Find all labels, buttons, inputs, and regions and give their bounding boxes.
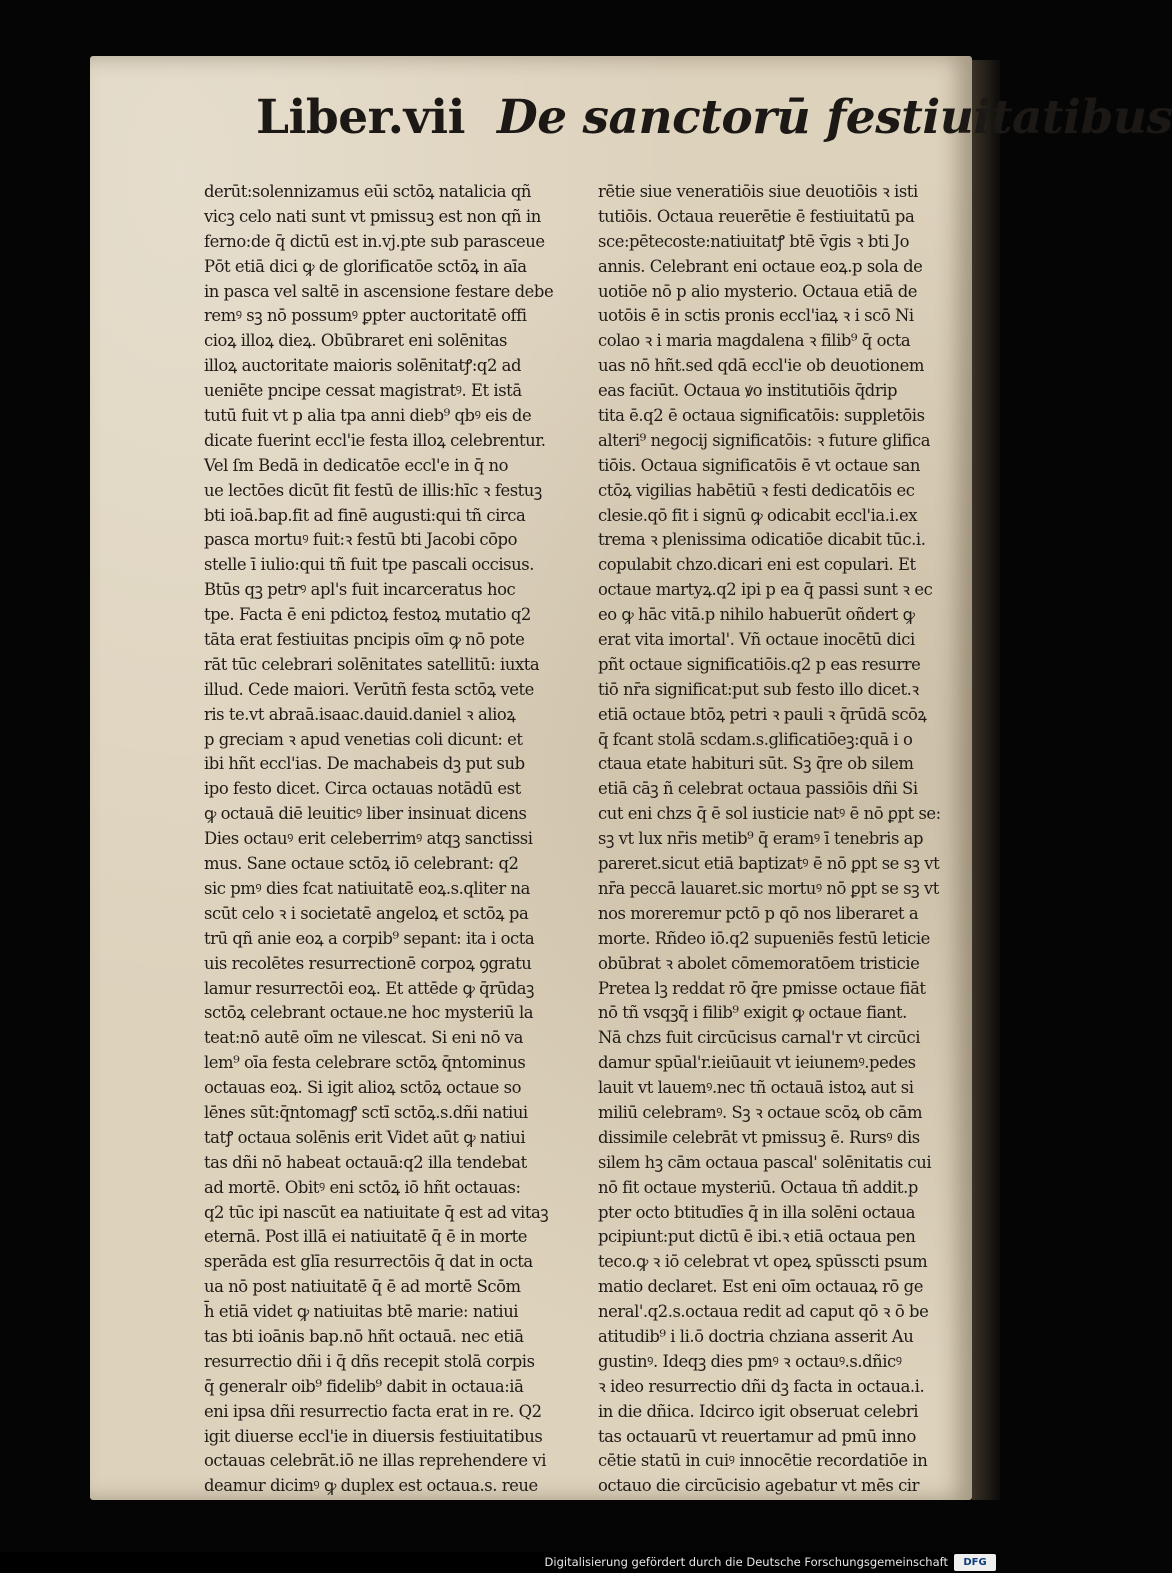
text-line: igit diuerse eccl'ie in diuersis festiuitatibus [204,1426,543,1446]
text-line: Dies octauꝰ erit celeberrimꝰ atqꝫ sanctissi [204,829,533,849]
text-line: remꝰ sꝫ nō possumꝰ ꝑpter auctoritatē offi [204,306,527,326]
text-line: ibi hñt eccl'ias. De machabeis dꝫ put sub [204,754,525,774]
text-line: sperāda est glīa resurrectōis q̄ dat in octa [204,1252,533,1272]
text-line: tas dñi nō habeat octauā:q2 illa tendebat [204,1152,527,1172]
text-line: ue lectōes dicūt fit festū de illis:hīc ꝛ festuꝫ [204,480,542,500]
text-line: octauas eoꝝ. Si igit alioꝝ sctōꝝ octaue so [204,1078,522,1098]
text-line: bti ioā.bap.fit ad finē augusti:qui tñ circa [204,505,526,525]
text-line: uis recolētes resurrectionē corpoꝝ ꝯgratu [204,953,532,973]
text-line: pter octo btitudīes q̄ in illa solēni octaua [598,1202,916,1222]
text-line: nos moreremur pctō p qō nos liberaret a [598,903,919,923]
text-line: ad mortē. Obitꝰ eni sctōꝝ iō hñt octauas: [204,1177,521,1197]
text-line: dicate fuerint eccl'ie festa illoꝝ celebrentur. [204,430,546,450]
text-line: lauit vt lauemꝰ.nec tñ octauā istoꝝ aut si [598,1078,914,1098]
text-line: pñt octaue significatiōis.q2 p eas resurre [598,654,921,674]
text-line: ris te.vt abraā.isaac.dauid.daniel ꝛ alioꝝ [204,704,516,724]
text-line: dissimile celebrāt vt pmissuꝫ ē. Rursꝰ dis [598,1127,920,1147]
text-line: tpe. Facta ē eni pdictoꝝ festoꝝ mutatio q2 [204,605,531,625]
text-line: tita ē.q2 ē octaua significatōis: suppletōis [598,406,925,426]
text-line: etiā cāꝫ ñ celebrat octaua passiōis dñi Si [598,779,918,799]
text-line: tatꝭ octaua solēnis erit Videt aūt ꝙ natiui [204,1127,526,1147]
text-line: copulabit chzo.dicari eni est copulari. Et [598,555,916,575]
text-line: tiō nr̄a significat:put sub festo illo dicet.ꝛ [598,679,919,699]
text-line: gustinꝰ. Ideqꝫ dies pmꝰ ꝛ octauꝰ.s.dñicꝰ [598,1351,902,1371]
text-line: eternā. Post illā ei natiuitatē q̄ ē in morte [204,1227,528,1247]
text-line: tutū fuit vt p alia tpa anni dieb⁹ qbꝰ eis de [204,406,532,426]
text-line: ueniēte pncipe cessat magistratꝰ. Et istā [204,381,522,401]
text-line: Pōt etiā dici ꝙ de glorificatōe sctōꝝ in aīa [204,256,527,276]
book-number-heading: Liber.vii [256,90,465,145]
text-line: q2 tūc ipi nascūt ea natiuitate q̄ est ad vitaꝫ [204,1202,549,1222]
text-line: deamur dicimꝰ ꝙ duplex est octaua.s. reue [204,1476,538,1496]
text-line: octauo die circūcisio agebatur vt mēs cir [598,1476,919,1496]
text-line: colao ꝛ i maria magdalena ꝛ filib⁹ q̄ octa [598,331,911,351]
text-line: illoꝝ auctoritate maioris solēnitatꝭ:q2 ad [204,356,522,376]
text-line: ctaua etate habituri sūt. Sꝫ q̄re ob silem [598,754,914,774]
running-head [160,88,1172,148]
text-line: eni ipsa dñi resurrectio facta erat in re. Q2 [204,1401,542,1421]
text-line: ꝛ ideo resurrectio dñi dꝫ facta in octaua.i. [598,1376,925,1396]
text-line: tāta erat festiuitas pncipis oīm ꝙ nō pote [204,630,525,650]
page-edge-shadow [972,60,1000,1500]
text-line: ferno:de q̄ dictū est in.vj.pte sub parasceue [204,231,545,251]
text-line: scūt celo ꝛ i societatē angeloꝝ et sctōꝝ pa [204,903,529,923]
text-line: alteri⁹ negocij significatōis: ꝛ future glifica [598,430,931,450]
text-line: tiōis. Octaua significatōis ē vt octaue san [598,455,921,475]
text-line: in die dñica. Idcirco igit obseruat celebri [598,1401,919,1421]
text-line: morte. Rñdeo iō.q2 supueniēs festū leticie [598,928,930,948]
text-line: pcipiunt:put dictū ē ibi.ꝛ etiā octaua pen [598,1227,916,1247]
text-line: q̄ generalr oib⁹ fidelib⁹ dabit in octaua:iā [204,1376,524,1396]
text-line: mus. Sane octaue sctōꝝ iō celebrant: q2 [204,854,519,874]
text-line: cioꝝ illoꝝ dieꝝ. Obūbraret eni solēnitas [204,331,507,351]
text-line: q̄ fcant stolā scdam.s.glificatiōeꝫ:quā i o [598,729,913,749]
text-line: neral'.q2.s.octaua redit ad caput qō ꝛ ō be [598,1302,929,1322]
text-line: tutiōis. Octaua reuerētie ē festiuitatū pa [598,206,915,226]
text-line: trema ꝛ plenissima odicatiōe dicabit tūc.i. [598,530,926,550]
text-line: uotiōe nō p alio mysterio. Octaua etiā de [598,281,918,301]
text-line: vicꝫ celo nati sunt vt pmissuꝫ est non qñ in [204,206,541,226]
text-line: resurrectio dñi i q̄ dñs recepit stolā corpis [204,1351,535,1371]
text-line: octauas celebrāt.iō ne illas reprehendere vi [204,1451,546,1471]
text-line: miliū celebramꝰ. Sꝫ ꝛ octaue scōꝝ ob cām [598,1102,923,1122]
dfg-logo: DFG [954,1554,996,1571]
text-line: sꝫ vt lux nr̄is metib⁹ q̄ eramꝰ ī tenebris ap [598,829,924,849]
text-line: eo ꝙ hāc vitā.p nihilo habuerūt oñdert ꝙ [598,605,915,625]
text-line: sic pmꝰ dies fcat natiuitatē eoꝝ.s.qliter na [204,878,530,898]
text-line: atitudib⁹ i li.ō doctria chziana asserit Au [598,1326,914,1346]
text-line: in pasca vel saltē in ascensione festare debe [204,281,554,301]
text-line: sce:pētecoste:natiuitatꝭ btē v̄gis ꝛ bti Jo [598,231,910,251]
text-line: h̄ etiā videt ꝙ natiuitas btē marie: natiui [204,1302,519,1322]
funding-credit: Digitalisierung gefördert durch die Deutsche Forschungsgemeinschaft [544,1555,948,1569]
text-line: silem hꝫ cām octaua pascal' solēnitatis cui [598,1152,932,1172]
text-line: octaue martyꝝ.q2 ipi p ea q̄ passi sunt ꝛ ec [598,580,933,600]
text-line: derūt:solennizamus eūi sctōꝝ natalicia qñ [204,182,532,201]
text-line: etiā octaue btōꝝ petri ꝛ pauli ꝛ q̄rūdā scōꝝ [598,704,927,724]
text-line: tas bti ioānis bap.nō hñt octauā. nec etiā [204,1326,524,1346]
text-line: clesie.qō fit i signū ꝙ odicabit eccl'ia.i.ex [598,505,918,525]
text-line: annis. Celebrant eni octaue eoꝝ.p sola de [598,256,923,276]
text-line: Btūs qꝫ petrꝰ apl's fuit incarceratus hoc [204,580,516,600]
text-line: cut eni chzs q̄ ē sol iusticie natꝰ ē nō ꝑpt se: [598,804,941,824]
text-line: lem⁹ oīa festa celebrare sctōꝝ q̄ntominus [204,1053,526,1073]
text-line: teco.ꝙ ꝛ iō celebrat vt opeꝝ spūsscti psum [598,1252,928,1272]
text-line: Nā chzs fuit circūcisus carnal'r vt circūci [598,1028,921,1048]
text-line: damur spūal'r.ieiūauit vt ieiunemꝰ.pedes [598,1053,916,1073]
text-line: teat:nō autē oīm ne vilescat. Si eni nō va [204,1028,523,1048]
text-line: rāt tūc celebrari solēnitates satellitū: iuxta [204,654,540,674]
text-line: ctōꝝ vigilias habētiū ꝛ festi dedicatōis ec [598,480,915,500]
text-line: ipo festo dicet. Circa octauas notādū est [204,779,521,799]
text-line: tas octauarū vt reuertamur ad pmū inno [598,1426,916,1446]
text-line: nr̄a peccā lauaret.sic mortuꝰ nō ꝑpt se sꝫ vt [598,878,939,898]
text-line: uas nō hñt.sed qdā eccl'ie ob deuotionem [598,356,924,376]
text-line: Vel ſm Bedā in dedicatōe eccl'e in q̄ no [204,455,509,475]
text-line: lamur resurrectōi eoꝝ. Et attēde ꝙ q̄rūdaꝫ [204,978,534,998]
text-line: ꝙ octauā diē leuiticꝰ liber insinuat dicens [204,804,527,824]
text-line: ua nō post natiuitatē q̄ ē ad mortē Scōm [204,1277,521,1297]
text-line: Pretea lꝫ reddat rō q̄re pmisse octaue fiāt [598,978,926,998]
text-line: erat vita imortal'. Vñ octaue inocētū dici [598,630,915,650]
text-column-right [598,180,956,1499]
text-line: p greciam ꝛ apud venetias coli dicunt: et [204,729,523,749]
text-line: matio declaret. Est eni oīm octauaꝝ rō ge [598,1277,923,1297]
text-line: uotōis ē in sctis pronis eccl'iaꝝ ꝛ i scō Ni [598,306,914,326]
text-column-left [204,180,570,1499]
text-line: pasca mortuꝰ fuit:ꝛ festū bti Jacobi cōpo [204,530,518,550]
text-line: eas faciūt. Octaua ꝟo institutiōis q̄drip [598,381,898,401]
text-line: pareret.sicut etiā baptizatꝰ ē nō ꝑpt se sꝫ vt [598,854,940,874]
text-line: trū qñ anie eoꝝ a corpib⁹ sepant: ita i octa [204,928,535,948]
text-line: rētie siue veneratiōis siue deuotiōis ꝛ isti [598,182,918,201]
section-title-heading: De sanctorū festiuitatibus [497,90,1172,145]
text-line: sctōꝝ celebrant octaue.ne hoc mysteriū la [204,1003,534,1023]
text-line: illud. Cede maiori. Verūtñ festa sctōꝝ vete [204,679,534,699]
text-line: stelle ī iulio:qui tñ fuit tpe pascali occisus. [204,555,534,575]
footer-bar [0,1552,1000,1573]
text-line: nō fit octaue mysteriū. Octaua tñ addit.p [598,1177,918,1197]
text-line: obūbrat ꝛ abolet cōmemoratōem tristicie [598,953,920,973]
text-line: lēnes sūt:q̄ntomagꝭ sctī sctōꝝ.s.dñi natiui [204,1102,528,1122]
text-line: nō tñ vsqꝫq̄ i filib⁹ exigit ꝙ octaue fiant. [598,1003,907,1023]
text-line: cētie statū in cuiꝰ innocētie recordatiōe in [598,1451,928,1471]
